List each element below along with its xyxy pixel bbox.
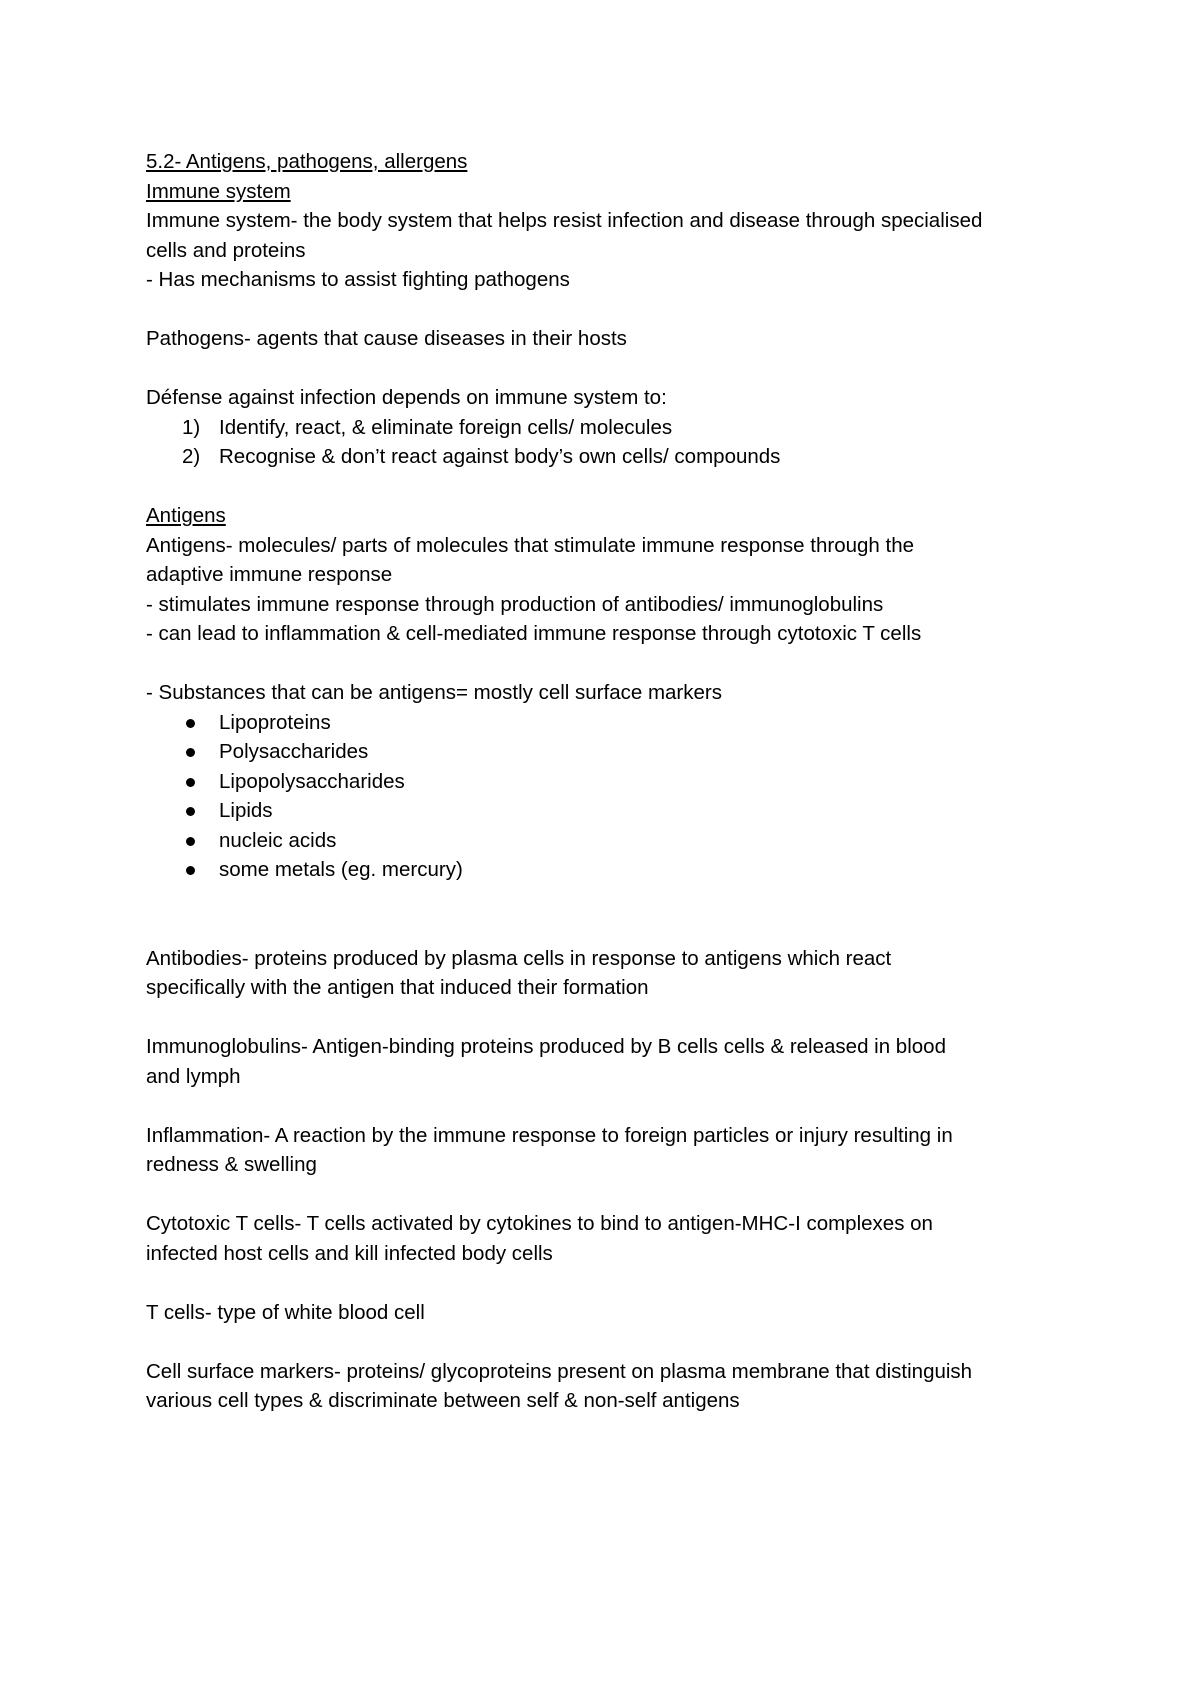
list-item — [146, 442, 1086, 472]
antibodies-definition-line-1: Antibodies- proteins produced by plasma cells in response to antigens which react — [146, 946, 892, 970]
spacer — [146, 472, 1086, 502]
list-item — [146, 413, 1086, 443]
list-number: 2) — [182, 445, 201, 468]
immunoglobulins-definition-line-2: and lymph — [146, 1064, 241, 1088]
inflammation-definition-line-2: redness & swelling — [146, 1153, 317, 1176]
spacer — [146, 1003, 1086, 1033]
section-title-immune-system: Immune system — [146, 179, 291, 203]
immune-system-note: - Has mechanisms to assist fighting pathogens — [146, 268, 570, 291]
antigens-note-1: - stimulates immune response through production of antibodies/ immunoglobulins — [146, 592, 884, 616]
spacer — [146, 1180, 1086, 1210]
list-item — [146, 855, 1086, 885]
substances-intro: - Substances that can be antigens= mostly cell surface markers — [146, 681, 722, 704]
spacer — [146, 354, 1086, 384]
bullet-icon — [186, 837, 195, 846]
bullet-icon — [186, 719, 195, 728]
list-item-text: Identify, react, & eliminate foreign cells/ molecules — [219, 415, 673, 439]
pathogens-definition: Pathogens- agents that cause diseases in their hosts — [146, 327, 627, 350]
list-item-text: Lipopolysaccharides — [219, 769, 405, 793]
list-item-text: Lipoproteins — [219, 710, 331, 734]
cytotoxic-definition-line-2: infected host cells and kill infected body cells — [146, 1241, 553, 1265]
list-item — [146, 708, 1086, 738]
list-item-text: Lipids — [219, 799, 273, 822]
list-item — [146, 737, 1086, 767]
immunoglobulins-definition-line-1: Immunoglobulins- Antigen-binding proteins produced by B cells cells & released in blood — [146, 1035, 946, 1058]
markers-definition-line-2: various cell types & discriminate between self & non-self antigens — [146, 1389, 740, 1412]
antigens-definition-line-2: adaptive immune response — [146, 563, 393, 586]
immune-system-definition-line-2: cells and proteins — [146, 238, 306, 262]
markers-definition-line-1: Cell surface markers- proteins/ glycoproteins present on plasma membrane that distinguish — [146, 1359, 973, 1383]
spacer — [146, 914, 1086, 944]
antigens-note-2: - can lead to inflammation & cell-mediated immune response through cytotoxic T cells — [146, 622, 922, 645]
spacer — [146, 1091, 1086, 1121]
spacer — [146, 649, 1086, 679]
list-item — [146, 796, 1086, 826]
antibodies-definition-line-2: specifically with the antigen that induced their formation — [146, 976, 649, 999]
cytotoxic-definition-line-1: Cytotoxic T cells- T cells activated by cytokines to bind to antigen-MHC-I complexes on — [146, 1212, 933, 1235]
list-number: 1) — [182, 415, 201, 439]
spacer — [146, 1327, 1086, 1357]
immune-system-definition-line-1: Immune system- the body system that helps resist infection and disease through specialised — [146, 209, 983, 232]
defense-list — [146, 413, 1086, 472]
spacer — [146, 1268, 1086, 1298]
list-item-text: Recognise & don’t react against body’s own cells/ compounds — [219, 445, 781, 468]
bullet-icon — [186, 748, 195, 757]
inflammation-definition-line-1: Inflammation- A reaction by the immune response to foreign particles or injury resulting in — [146, 1123, 953, 1147]
list-item-text: Polysaccharides — [219, 740, 369, 763]
spacer — [146, 885, 1086, 915]
substances-list — [146, 708, 1086, 885]
document-heading: 5.2- Antigens, pathogens, allergens — [146, 150, 468, 173]
section-title-antigens: Antigens — [146, 504, 226, 527]
list-item — [146, 767, 1086, 797]
list-item — [146, 826, 1086, 856]
bullet-icon — [186, 807, 195, 816]
antigens-definition-line-1: Antigens- molecules/ parts of molecules that stimulate immune response through the — [146, 533, 914, 557]
defense-intro: Défense against infection depends on immune system to: — [146, 386, 667, 409]
bullet-icon — [186, 778, 195, 787]
bullet-icon — [186, 866, 195, 875]
tcells-definition: T cells- type of white blood cell — [146, 1300, 425, 1324]
spacer — [146, 295, 1086, 325]
document-page — [146, 147, 1086, 1416]
list-item-text: some metals (eg. mercury) — [219, 858, 463, 881]
list-item-text: nucleic acids — [219, 828, 337, 852]
